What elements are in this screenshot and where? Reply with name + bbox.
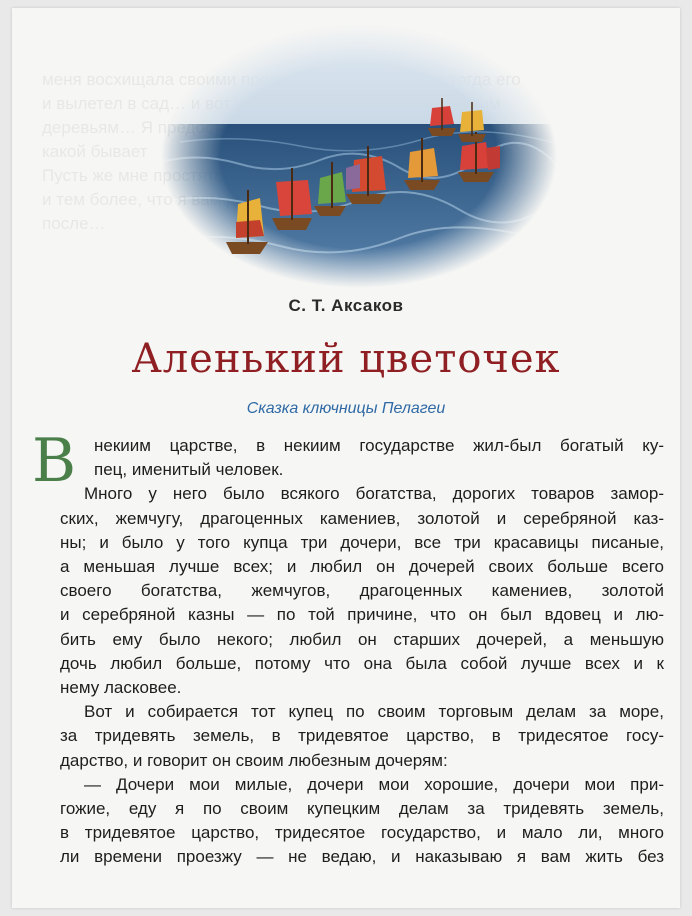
text-line: ны; и было у того купца три дочери, все три красавицы писаные,	[60, 532, 664, 552]
text-line: дочь любил больше, потому что она была собой лучше всех и к	[60, 653, 664, 673]
text-line: дарство, и говорит он своим любезным дочерям:	[60, 750, 448, 770]
text-line: гожие, еду я по своим купецким делам за тридевять земель,	[60, 799, 664, 819]
text-line: за тридевять земель, в тридевятое царство, в тридесятое госу-	[60, 726, 664, 746]
text-line: своего богатства, жемчугов, драгоценных камениев, золотой	[60, 581, 664, 601]
story-title: Аленький цветочек	[131, 336, 561, 382]
text-line: бить ему было некого; любил он старших дочерей, а меньшую	[60, 629, 664, 649]
ghost-line: и вылетел в	[42, 94, 137, 113]
text-line: Много у него было всякого богатства, дорогих товаров замор-	[84, 484, 664, 504]
ghost-line: какой бывает	[42, 142, 148, 161]
text-line: нему ласковее.	[60, 678, 182, 698]
book-page	[12, 8, 680, 908]
text-line: ских, жемчугу, драгоценных камениев, золотой и серебряной каз-	[60, 508, 664, 528]
ghost-line: и тем более, что	[42, 190, 173, 209]
text-line: некиим царстве, в некиим государстве жил-был богатый ку-	[94, 436, 664, 455]
drop-cap: В	[32, 426, 77, 496]
text-line: и серебряной казны — по той причине, что он был вдовец и лю-	[60, 605, 664, 625]
text-line: — Дочери мои милые, дочери мои хорошие, дочери мои при-	[84, 774, 664, 794]
story-subtitle: Сказка ключницы Пелагеи	[246, 400, 446, 417]
ghost-line: меня восхищала	[42, 70, 175, 89]
text-line: в тридевятое царство, тридесятое государство, и мало ли, много	[60, 823, 664, 843]
ships-at-sea-illustration	[160, 22, 558, 290]
story-text	[60, 434, 664, 870]
ghost-line: после…	[42, 214, 106, 233]
text-line: ли времени проезжу — не ведаю, и наказываю я вам жить без	[60, 847, 664, 867]
text-line: а меньшая лучше всех; и любил он дочерей своих больше всего	[60, 557, 664, 577]
ghost-line: деревьям… Я	[42, 118, 154, 137]
ghost-line: Пусть же мне	[42, 166, 149, 185]
text-line: пец, именитый человек.	[94, 460, 284, 480]
author-name: С. Т. Аксаков	[288, 296, 404, 315]
text-line: Вот и собирается тот купец по своим торговым делам за море,	[84, 702, 664, 722]
